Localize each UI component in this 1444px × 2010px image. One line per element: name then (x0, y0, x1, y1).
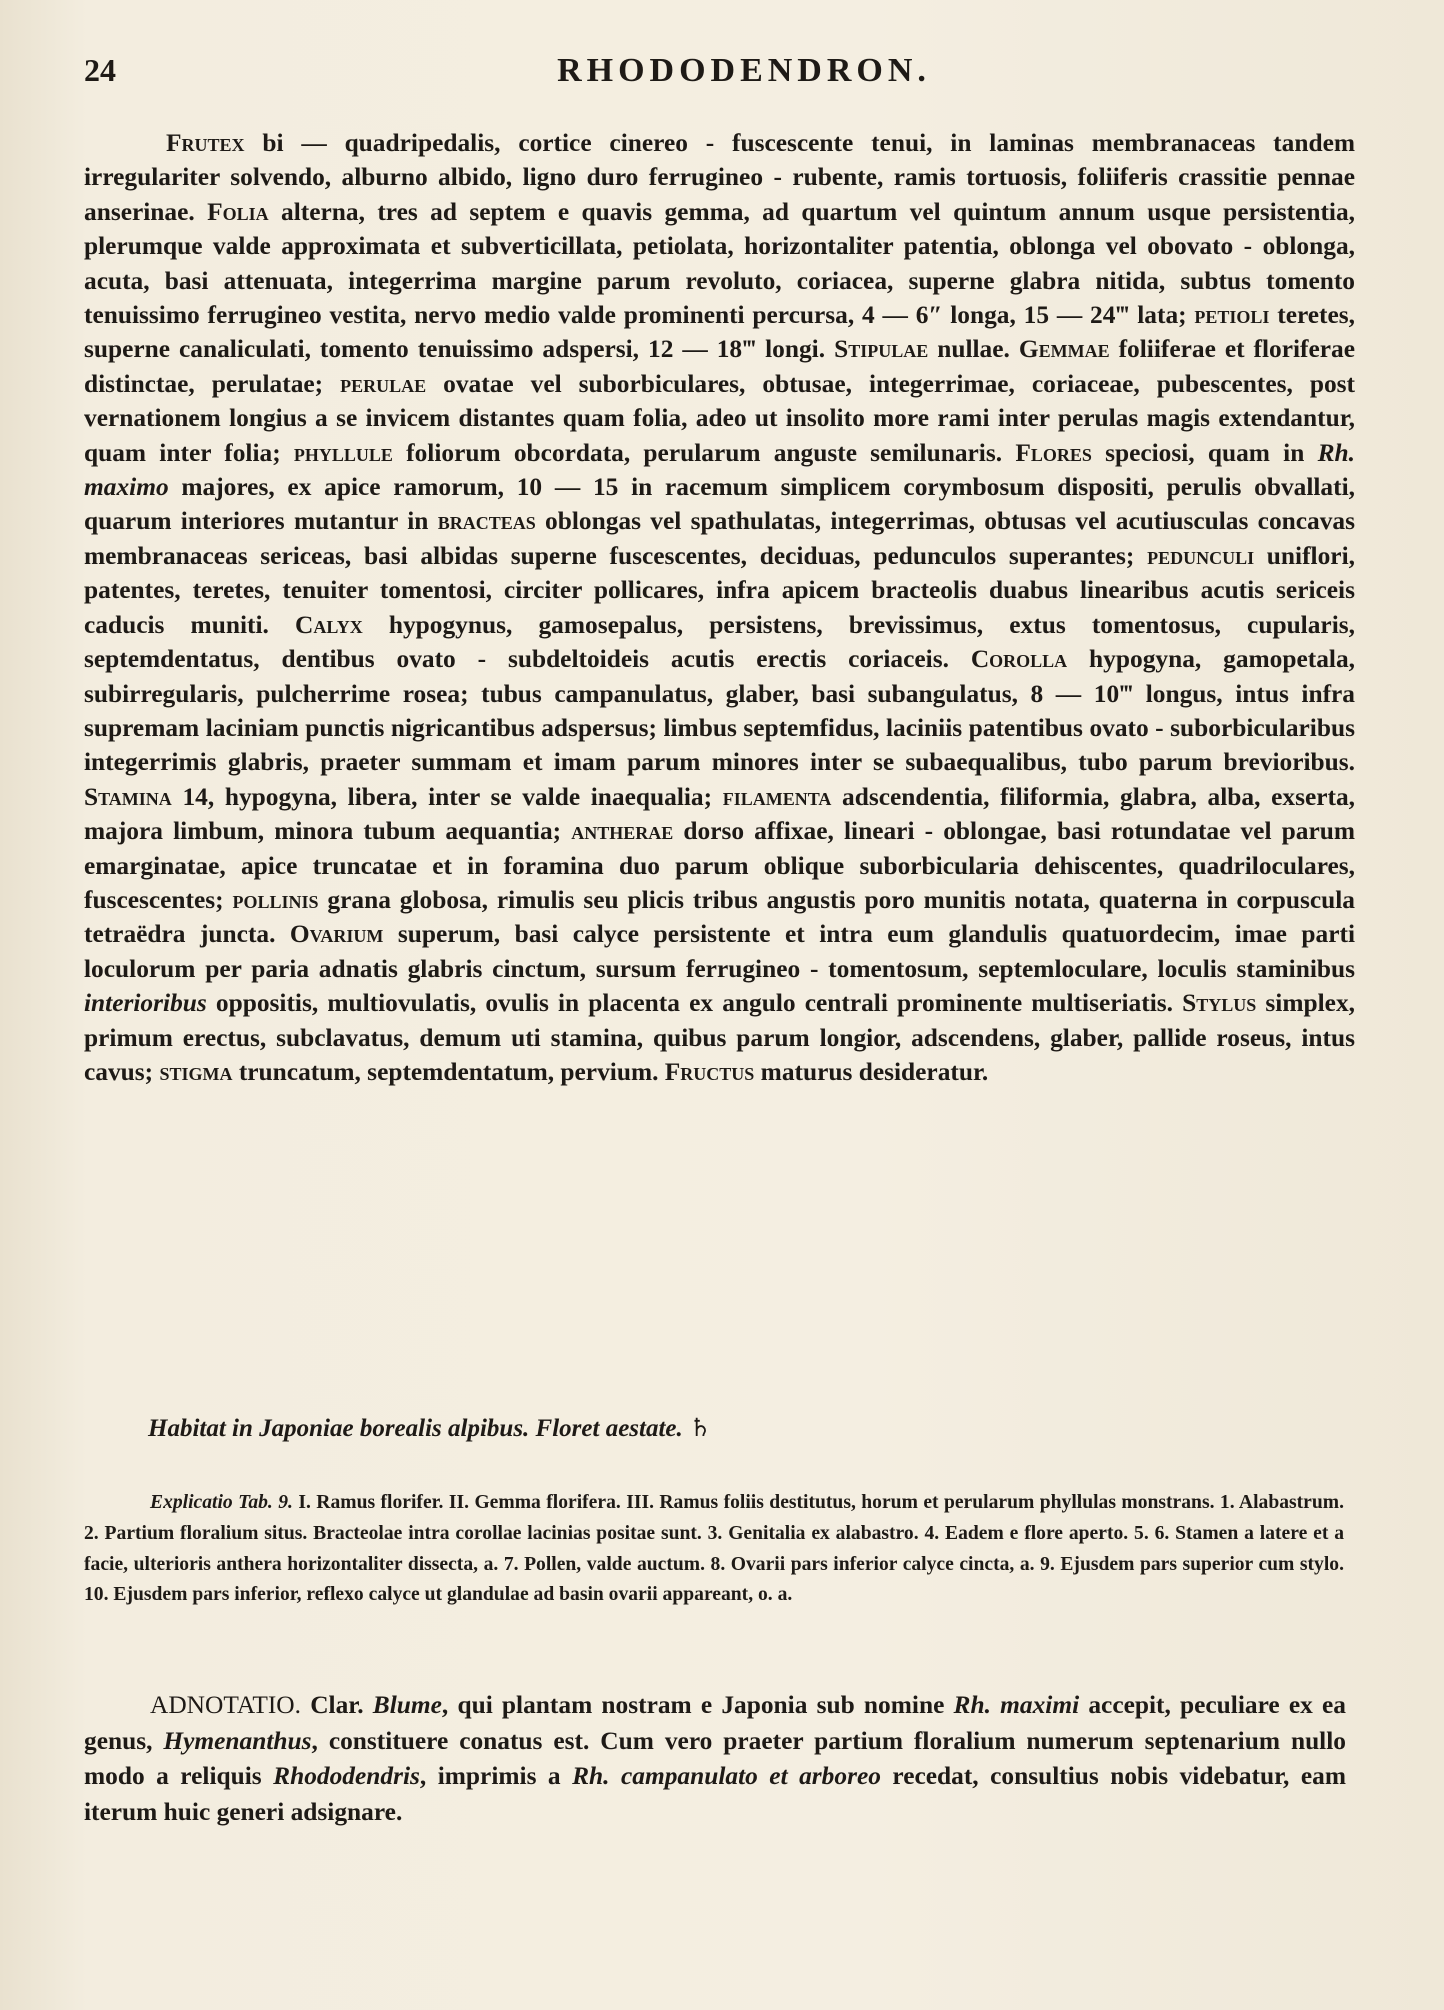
term-stigma: stigma (159, 1057, 233, 1086)
desc-text: alterna, tres ad septem e quavis gemma, ad quartum vel quintum annum usque persistentia, plerumque valde approximata et subverticillata, petiolata, horizontaliter patentia, oblonga vel obovato - oblonga, acuta, basi attenuata, integerrima margine parum revoluto, coriacea, superne glabra nitida, subtus tomento tenuissimo ferrugineo vestita, nervo medio valde prominenti percursa, 4 — 6″ longa, 15 — 24‴ lata; (84, 197, 1355, 330)
term-gemmae: Gemmae (1018, 335, 1110, 364)
desc-text: maturus desideratur. (754, 1057, 989, 1086)
desc-text: dorso affixae, lineari - oblongae, basi rotundatae vel parum emarginatae, apice truncatae et in foramina duo parum oblique suborbicularia dehiscentes, quadriloculares, fuscescentes; (84, 817, 1355, 914)
shrub-symbol: ♄ (689, 1415, 712, 1442)
term-filamenta: filamenta (722, 782, 832, 811)
adnot-text: , imprimis a (419, 1762, 573, 1790)
term-interioribus: interioribus (84, 989, 207, 1018)
term-frutex: Frutex (166, 129, 245, 157)
term-petioli: petioli (1194, 301, 1270, 330)
term-stylus: Stylus (1182, 989, 1257, 1018)
desc-text: 14, hypogyna, libera, inter se valde inaequalia; (171, 782, 723, 811)
desc-text: ovatae vel suborbiculares, obtusae, integerrimae, coriaceae, pubescentes, post vernationem longius a se invicem distantes quam folia, adeo ut insolito more rami inter perulas magis extendantur, quam inter folia; (84, 369, 1355, 467)
adnot-text: accepit, peculiare ex ea genus, (84, 1691, 1347, 1755)
desc-text: hypogynus, gamosepalus, persistens, brevissimus, extus tomentosus, cupularis, septemdentatus, dentibus ovato - subdeltoideis acutis erectis coriaceis. (84, 610, 1355, 674)
page-number: 24 (84, 52, 116, 88)
plate-explanation (84, 1488, 1344, 1611)
desc-text: oppositis, multiovulatis, ovulis in placenta ex angulo centrali prominente multiseriatis. (206, 989, 1183, 1018)
term-calyx: Calyx (295, 610, 363, 639)
desc-text: grana globosa, rimulis seu plicis tribus angustis poro munitis notata, quaterna in corpuscula tetraëdra juncta. (84, 885, 1355, 949)
adnot-text: , constituere conatus est. Cum vero praeter partium floralium numerum septenarium nullo modo a reliquis (84, 1726, 1346, 1790)
desc-text: nullae. (928, 335, 1019, 364)
term-phyllule: phyllule (293, 438, 393, 467)
desc-text: uniflori, patentes, teretes, tenuiter tomentosi, circiter pollicares, infra apicem bracteolis duabus linearibus acutis sericeis caducis muniti. (84, 541, 1355, 639)
term-corolla: Corolla (970, 645, 1068, 674)
adnot-text: Clar. (301, 1691, 373, 1719)
desc-text: foliiferae et floriferae distinctae, perulatae; (84, 335, 1356, 398)
term-bracteas: bracteas (437, 507, 536, 536)
explicatio-label: Explicatio Tab. 9. (150, 1492, 293, 1513)
page-header (84, 52, 1364, 112)
adnot-text: recedat, consultius nobis videbatur, eam iterum huic generi adsignare. (84, 1762, 1346, 1826)
desc-text: oblongas vel spathulatas, integerrimas, obtusas vel acutiusculas concavas membranaceas sericeas, basi albidas superne fuscescentes, deciduas, pedunculos superantes; (84, 507, 1355, 570)
species-description (84, 126, 1355, 1089)
taxon-rh-maximo: Rh. maximo (84, 438, 1355, 502)
adnotatio-paragraph (84, 1688, 1346, 1830)
taxon-rhododendris: Rhododendris (273, 1762, 420, 1790)
taxon-rh-maximi: Rh. maximi (953, 1691, 1080, 1719)
desc-text: simplex, primum erectus, subclavatus, demum uti stamina, quibus parum longior, adscendens, glaber, pallide roseus, intus cavus; (84, 989, 1355, 1086)
author-blume: Blume (372, 1691, 442, 1719)
term-pedunculi: pedunculi (1147, 541, 1255, 570)
term-ovarium: Ovarium (289, 920, 384, 949)
genus-hymenanthus: Hymenanthus (163, 1726, 312, 1755)
desc-text: truncatum, septemdentatum, pervium. (232, 1057, 665, 1086)
habitat-text: Habitat in Japoniae borealis alpibus. Floret aestate. (148, 1415, 683, 1442)
desc-text: foliorum obcordata, perularum anguste semilunaris. (392, 438, 1016, 467)
desc-text: superum, basi calyce persistente et intra eum glandulis quatuordecim, imae parti loculorum per paria adnatis glabris cinctum, sursum ferrugineo - tomentosum, septemloculare, loculis staminibus (84, 920, 1355, 983)
term-stipulae: Stipulae (834, 335, 929, 364)
running-title: RHODODENDRON. (557, 52, 931, 89)
term-stamina: Stamina (84, 782, 172, 811)
term-flores: Flores (1015, 438, 1092, 467)
desc-text: teretes, superne canaliculati, tomento tenuissimo adspersi, 12 — 18‴ longi. (84, 301, 1355, 364)
term-fructus: Fructus (664, 1057, 755, 1086)
adnot-text: , qui plantam nostram e Japonia sub nomine (441, 1691, 954, 1719)
desc-text: adscendentia, filiformia, glabra, alba, exserta, majora limbum, minora tubum aequantia; (84, 782, 1355, 846)
term-perulae: perulae (340, 369, 427, 398)
term-pollinis: pollinis (232, 885, 319, 914)
desc-text: speciosi, quam in (1091, 438, 1318, 467)
term-antherae: antherae (571, 817, 674, 846)
desc-text: bi — quadripedalis, cortice cinereo - fuscescente tenui, in laminas membranaceas tandem irregulariter solvendo, alburno albido, ligno duro ferrugineo - rubente, ramis tortuosis, foliiferis crassitie pennae anserinae. (84, 129, 1355, 226)
adnotatio-heading: ADNOTATIO. (150, 1691, 301, 1719)
explicatio-text: I. Ramus florifer. II. Gemma florifera. III. Ramus foliis destitutus, horum et perularum phyllulas monstrans. 1. Alabastrum. 2. Partium floralium situs. Bracteolae intra corollae lacinias positae sunt. 3. Genitalia ex alabastro. 4. Eadem e flore aperto. 5. 6. Stamen a latere et a facie, ulterioris anthera horizontaliter dissecta, a. 7. Pollen, valde auctum. 8. Ovarii pars inferior calyce cincta, a. 9. Ejusdem pars superior cum stylo. 10. Ejusdem pars inferior, reflexo calyce ut glandulae ad basin ovarii appareant, o. a. (84, 1492, 1344, 1606)
taxon-rh-campanulato: Rh. campanulato et arboreo (572, 1762, 881, 1790)
desc-text: majores, ex apice ramorum, 10 — 15 in racemum simplicem corymbosum dispositi, perulis obvallati, quarum interiores mutantur in (84, 473, 1355, 536)
desc-text: hypogyna, gamopetala, subirregularis, pulcherrime rosea; tubus campanulatus, glaber, basi subangulatus, 8 — 10‴ longus, intus infra supremam laciniam punctis nigricantibus adspersus; limbus septemfidus, laciniis patentibus ovato - suborbicularibus integerrimis glabris, praeter summam et imam parum minores inter se subaequalibus, tubo parum brevioribus. (84, 645, 1355, 777)
habitat-line (148, 1413, 1348, 1443)
term-folia: Folia (207, 197, 269, 226)
